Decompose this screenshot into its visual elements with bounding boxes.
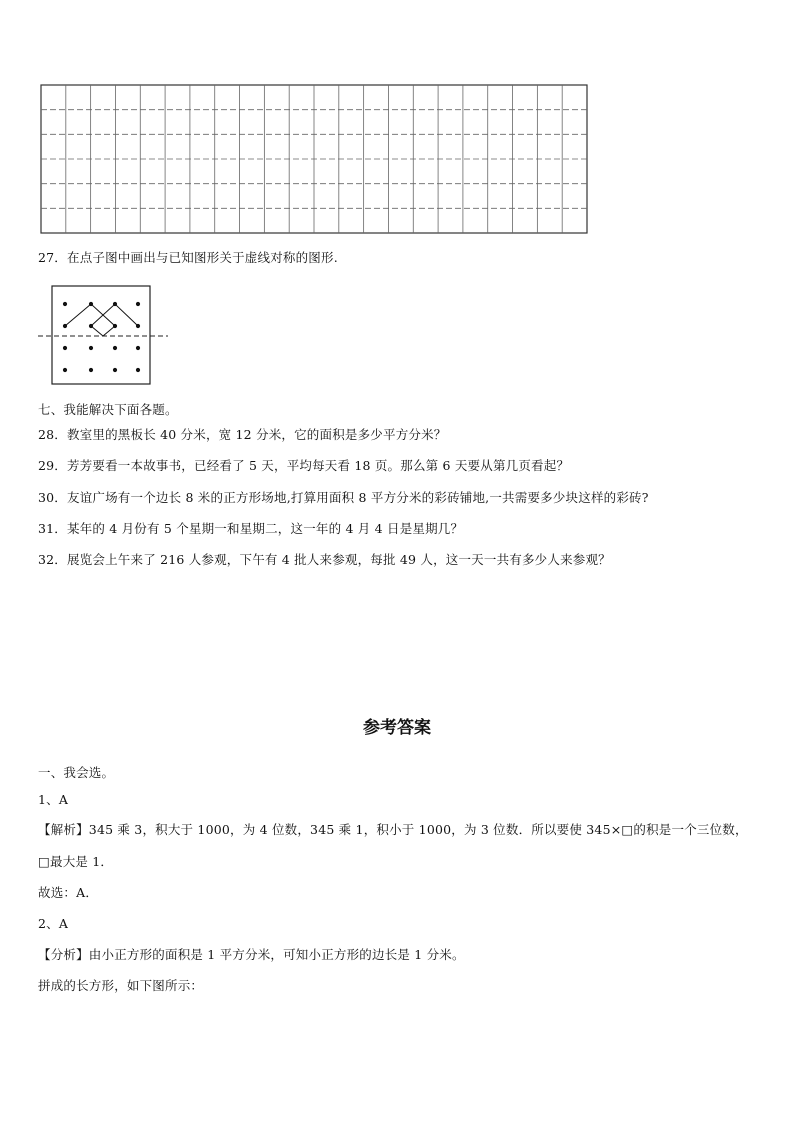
answer-1-analysis-cont: □最大是 1． (38, 854, 114, 869)
question-28: 28．教室里的黑板长 40 分米，宽 12 分米，它的面积是多少平方分米？ (38, 427, 447, 442)
answer-2-analysis: 【分析】由小正方形的面积是 1 平方分米，可知小正方形的边长是 1 分米。 (38, 947, 465, 962)
answer-1-label: 1、A (38, 792, 69, 807)
question-30: 30．友谊广场有一个边长 8 米的正方形场地,打算用面积 8 平方分米的彩砖铺地,一共需要多少块这样的彩砖? (38, 490, 649, 505)
answer-2-label: 2、A (38, 916, 69, 931)
answer-section-1: 一、我会选。 (38, 765, 115, 780)
answer-1-analysis: 【解析】345 乘 3，积大于 1000，为 4 位数，345 乘 1，积小于 1000，为 3 位数．所以要使 345×□的积是一个三位数， (38, 822, 748, 837)
answer-key-title: 参考答案 (363, 718, 431, 738)
given-shape (65, 304, 138, 336)
question-32: 32．展览会上午来了 216 人参观，下午有 4 批人来参观，每批 49 人，这一天一共有多少人来参观？ (38, 552, 611, 567)
writing-grid (40, 84, 590, 236)
section-7-heading: 七、我能解决下面各题。 (38, 402, 178, 417)
question-31: 31．某年的 4 月份有 5 个星期一和星期二，这一年的 4 月 4 日是星期几？ (38, 521, 464, 536)
dot-grid-figure (36, 284, 172, 388)
answer-1-conclusion: 故选：A． (38, 885, 99, 900)
question-27: 27．在点子图中画出与已知图形关于虚线对称的图形. (38, 250, 338, 265)
dots (63, 302, 140, 372)
answer-2-followup: 拼成的长方形，如下图所示： (38, 978, 204, 993)
question-29: 29．芳芳要看一本故事书，已经看了 5 天，平均每天看 18 页。那么第 6 天要从第几页看起？ (38, 458, 570, 473)
